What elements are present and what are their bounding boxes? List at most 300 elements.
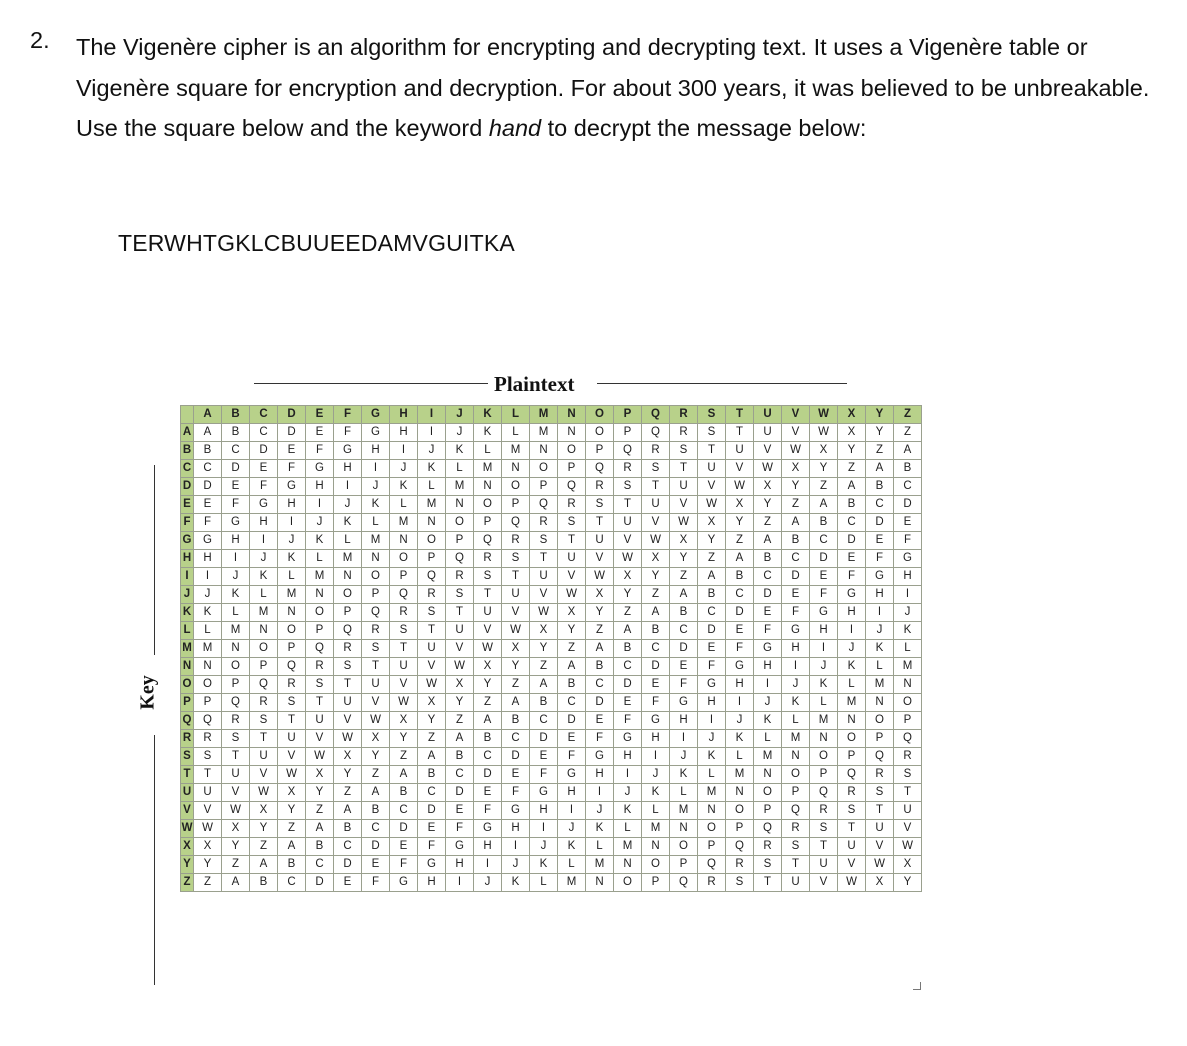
key-row (181, 784, 922, 802)
square-cell: E (698, 640, 726, 658)
square-cell: T (670, 460, 698, 478)
square-cell: P (278, 640, 306, 658)
square-cell: V (726, 460, 754, 478)
plaintext-rule-left (254, 383, 488, 384)
square-cell: O (390, 550, 418, 568)
square-cell: Q (362, 604, 390, 622)
square-cell: G (446, 838, 474, 856)
square-cell: F (334, 424, 362, 442)
square-cell: B (894, 460, 922, 478)
key-rule-bottom (154, 735, 155, 985)
square-cell: P (222, 676, 250, 694)
key-row (181, 460, 922, 478)
square-cell: U (642, 496, 670, 514)
square-cell: C (390, 802, 418, 820)
square-cell: G (754, 640, 782, 658)
square-cell: P (894, 712, 922, 730)
square-cell: B (670, 604, 698, 622)
square-cell: K (446, 442, 474, 460)
key-row (181, 820, 922, 838)
square-cell: Z (530, 658, 558, 676)
square-cell: Y (838, 442, 866, 460)
square-cell: L (558, 856, 586, 874)
square-cell: L (670, 784, 698, 802)
square-cell: C (642, 640, 670, 658)
square-cell: G (670, 694, 698, 712)
plaintext-header-cell: D (278, 406, 306, 424)
key-header-cell: L (181, 622, 194, 640)
square-cell: T (390, 640, 418, 658)
square-cell: R (642, 442, 670, 460)
square-cell: O (222, 658, 250, 676)
square-cell: R (754, 838, 782, 856)
question-text (76, 27, 1176, 149)
square-cell: L (586, 838, 614, 856)
square-cell: Y (866, 424, 894, 442)
square-cell: J (446, 424, 474, 442)
square-cell: C (670, 622, 698, 640)
square-cell: M (614, 838, 642, 856)
square-cell: G (502, 802, 530, 820)
square-cell: K (670, 766, 698, 784)
plaintext-header-cell: L (502, 406, 530, 424)
square-cell: G (530, 784, 558, 802)
square-cell: N (362, 550, 390, 568)
square-cell: Y (390, 730, 418, 748)
square-cell: L (362, 514, 390, 532)
square-cell: W (390, 694, 418, 712)
square-cell: P (614, 424, 642, 442)
square-cell: J (754, 694, 782, 712)
square-cell: P (446, 532, 474, 550)
square-cell: Y (446, 694, 474, 712)
square-cell: Z (194, 874, 222, 892)
square-cell: Y (894, 874, 922, 892)
key-header-cell: R (181, 730, 194, 748)
square-cell: C (502, 730, 530, 748)
square-cell: T (894, 784, 922, 802)
square-cell: O (782, 766, 810, 784)
square-cell: A (726, 550, 754, 568)
square-cell: G (278, 478, 306, 496)
square-cell: T (334, 676, 362, 694)
square-cell: O (474, 496, 502, 514)
square-cell: D (614, 676, 642, 694)
square-cell: Z (754, 514, 782, 532)
square-cell: T (194, 766, 222, 784)
square-cell: C (306, 856, 334, 874)
square-cell: H (670, 712, 698, 730)
square-cell: M (390, 514, 418, 532)
square-cell: S (502, 550, 530, 568)
square-cell: X (754, 478, 782, 496)
square-cell: W (586, 568, 614, 586)
square-cell: X (362, 730, 390, 748)
key-header-cell: W (181, 820, 194, 838)
square-cell: W (754, 460, 782, 478)
square-cell: Y (586, 604, 614, 622)
square-cell: M (334, 550, 362, 568)
square-cell: I (586, 784, 614, 802)
square-cell: X (838, 424, 866, 442)
square-cell: J (838, 640, 866, 658)
square-cell: O (194, 676, 222, 694)
square-cell: D (754, 586, 782, 604)
square-cell: K (250, 568, 278, 586)
square-cell: T (530, 550, 558, 568)
square-cell: D (278, 424, 306, 442)
square-cell: A (698, 568, 726, 586)
square-cell: Z (502, 676, 530, 694)
square-cell: A (642, 604, 670, 622)
key-header-cell: O (181, 676, 194, 694)
square-cell: R (418, 586, 446, 604)
square-cell: I (726, 694, 754, 712)
square-cell: C (894, 478, 922, 496)
square-cell: V (866, 838, 894, 856)
key-row (181, 874, 922, 892)
square-cell: A (782, 514, 810, 532)
square-cell: Q (222, 694, 250, 712)
square-cell: S (782, 838, 810, 856)
square-cell: O (614, 874, 642, 892)
square-cell: N (614, 856, 642, 874)
square-cell: M (278, 586, 306, 604)
square-cell: Q (642, 424, 670, 442)
square-cell: H (530, 802, 558, 820)
square-cell: E (418, 820, 446, 838)
square-cell: C (530, 712, 558, 730)
square-cell: M (698, 784, 726, 802)
square-cell: N (418, 514, 446, 532)
square-cell: U (894, 802, 922, 820)
plaintext-header-cell: E (306, 406, 334, 424)
square-cell: Y (474, 676, 502, 694)
square-cell: V (530, 586, 558, 604)
square-cell: U (390, 658, 418, 676)
square-cell: F (222, 496, 250, 514)
square-cell: V (782, 424, 810, 442)
key-header-cell: Z (181, 874, 194, 892)
square-cell: O (306, 604, 334, 622)
key-row (181, 496, 922, 514)
square-cell: W (670, 514, 698, 532)
square-cell: P (558, 460, 586, 478)
question-number: 2. (30, 27, 50, 53)
square-cell: V (446, 640, 474, 658)
square-cell: A (474, 712, 502, 730)
plaintext-header-cell: B (222, 406, 250, 424)
square-cell: F (474, 802, 502, 820)
square-cell: R (334, 640, 362, 658)
table-resize-handle[interactable] (913, 982, 921, 990)
square-cell: G (222, 514, 250, 532)
square-cell: Q (866, 748, 894, 766)
square-cell: T (586, 514, 614, 532)
square-cell: V (698, 478, 726, 496)
plaintext-header-cell: R (670, 406, 698, 424)
square-cell: B (614, 640, 642, 658)
square-cell: K (194, 604, 222, 622)
square-cell: R (782, 820, 810, 838)
key-header-cell: D (181, 478, 194, 496)
square-cell: N (530, 442, 558, 460)
square-cell: D (670, 640, 698, 658)
square-cell: D (250, 442, 278, 460)
square-cell: A (502, 694, 530, 712)
square-cell: K (586, 820, 614, 838)
square-cell: T (502, 568, 530, 586)
square-cell: H (782, 640, 810, 658)
key-row (181, 838, 922, 856)
square-cell: R (530, 514, 558, 532)
square-cell: M (558, 874, 586, 892)
square-cell: O (558, 442, 586, 460)
square-cell: W (558, 586, 586, 604)
plaintext-header-cell: O (586, 406, 614, 424)
square-cell: A (670, 586, 698, 604)
square-cell: X (614, 568, 642, 586)
square-cell: J (474, 874, 502, 892)
square-cell: K (474, 424, 502, 442)
square-cell: R (726, 856, 754, 874)
key-header-cell: G (181, 532, 194, 550)
square-cell: G (418, 856, 446, 874)
square-cell: D (418, 802, 446, 820)
square-cell: X (586, 586, 614, 604)
square-cell: X (446, 676, 474, 694)
square-cell: G (698, 676, 726, 694)
square-cell: D (838, 532, 866, 550)
square-cell: F (586, 730, 614, 748)
square-cell: N (334, 568, 362, 586)
square-cell: H (474, 838, 502, 856)
square-cell: T (698, 442, 726, 460)
square-cell: H (642, 730, 670, 748)
square-cell: I (838, 622, 866, 640)
square-cell: S (278, 694, 306, 712)
square-cell: O (250, 640, 278, 658)
square-cell: D (558, 712, 586, 730)
square-cell: A (390, 766, 418, 784)
square-cell: M (670, 802, 698, 820)
square-cell: A (362, 784, 390, 802)
square-cell: S (614, 478, 642, 496)
square-cell: U (866, 820, 894, 838)
square-cell: B (754, 550, 782, 568)
square-cell: W (782, 442, 810, 460)
square-cell: A (194, 424, 222, 442)
square-cell: O (418, 532, 446, 550)
square-cell: T (474, 586, 502, 604)
square-cell: Q (390, 586, 418, 604)
square-cell: D (810, 550, 838, 568)
square-cell: F (558, 748, 586, 766)
square-cell: S (754, 856, 782, 874)
square-cell: D (362, 838, 390, 856)
square-cell: O (278, 622, 306, 640)
square-cell: F (250, 478, 278, 496)
square-cell: N (754, 766, 782, 784)
plaintext-header-cell: I (418, 406, 446, 424)
square-cell: B (810, 514, 838, 532)
key-header-cell: Q (181, 712, 194, 730)
square-cell: E (754, 604, 782, 622)
square-cell: B (502, 712, 530, 730)
square-cell: U (334, 694, 362, 712)
square-cell: R (250, 694, 278, 712)
key-header-cell: M (181, 640, 194, 658)
square-cell: Y (222, 838, 250, 856)
square-cell: M (894, 658, 922, 676)
square-cell: K (838, 658, 866, 676)
square-cell: P (866, 730, 894, 748)
square-cell: M (502, 442, 530, 460)
square-cell: E (474, 784, 502, 802)
square-cell: H (754, 658, 782, 676)
square-cell: V (306, 730, 334, 748)
square-cell: O (530, 460, 558, 478)
square-cell: Z (586, 622, 614, 640)
square-cell: B (558, 676, 586, 694)
square-cell: C (866, 496, 894, 514)
square-cell: W (726, 478, 754, 496)
square-cell: B (782, 532, 810, 550)
square-cell: Z (782, 496, 810, 514)
square-cell: M (222, 622, 250, 640)
square-cell: Q (810, 784, 838, 802)
square-cell: D (642, 658, 670, 676)
key-header-cell: J (181, 586, 194, 604)
square-cell: E (670, 658, 698, 676)
square-cell: M (810, 712, 838, 730)
square-cell: K (614, 802, 642, 820)
square-cell: I (642, 748, 670, 766)
square-cell: V (278, 748, 306, 766)
square-cell: Q (698, 856, 726, 874)
square-cell: I (614, 766, 642, 784)
key-header-cell: I (181, 568, 194, 586)
square-cell: E (838, 550, 866, 568)
key-row (181, 694, 922, 712)
square-cell: B (726, 568, 754, 586)
square-cell: Q (558, 478, 586, 496)
square-cell: Q (334, 622, 362, 640)
square-cell: H (838, 604, 866, 622)
square-cell: L (894, 640, 922, 658)
square-cell: I (782, 658, 810, 676)
square-cell: O (698, 820, 726, 838)
square-cell: I (362, 460, 390, 478)
square-cell: K (306, 532, 334, 550)
square-cell: Z (390, 748, 418, 766)
square-cell: K (866, 640, 894, 658)
square-cell: C (194, 460, 222, 478)
square-cell: K (642, 784, 670, 802)
square-cell: U (474, 604, 502, 622)
square-cell: P (530, 478, 558, 496)
square-cell: Y (334, 766, 362, 784)
square-cell: K (810, 676, 838, 694)
square-cell: Q (250, 676, 278, 694)
square-cell: H (614, 748, 642, 766)
square-cell: Z (474, 694, 502, 712)
square-cell: B (250, 874, 278, 892)
square-cell: H (866, 586, 894, 604)
square-cell: N (810, 730, 838, 748)
square-cell: Z (222, 856, 250, 874)
square-cell: K (894, 622, 922, 640)
square-cell: F (894, 532, 922, 550)
square-cell: F (726, 640, 754, 658)
square-cell: L (390, 496, 418, 514)
square-cell: S (194, 748, 222, 766)
square-cell: D (194, 478, 222, 496)
square-cell: A (838, 478, 866, 496)
square-cell: W (502, 622, 530, 640)
square-cell: Q (194, 712, 222, 730)
key-row (181, 514, 922, 532)
square-cell: Z (558, 640, 586, 658)
square-cell: R (222, 712, 250, 730)
square-cell: N (446, 496, 474, 514)
square-cell: X (334, 748, 362, 766)
square-cell: A (418, 748, 446, 766)
square-cell: H (558, 784, 586, 802)
square-cell: W (306, 748, 334, 766)
square-cell: V (390, 676, 418, 694)
square-cell: J (782, 676, 810, 694)
square-cell: A (278, 838, 306, 856)
square-cell: Y (418, 712, 446, 730)
square-cell: C (222, 442, 250, 460)
square-cell: Z (642, 586, 670, 604)
square-cell: Y (278, 802, 306, 820)
square-cell: G (726, 658, 754, 676)
square-cell: L (446, 460, 474, 478)
square-cell: W (278, 766, 306, 784)
square-cell: E (446, 802, 474, 820)
square-cell: M (754, 748, 782, 766)
square-cell: Z (306, 802, 334, 820)
square-cell: E (726, 622, 754, 640)
square-cell: Y (782, 478, 810, 496)
square-cell: E (558, 730, 586, 748)
square-cell: C (362, 820, 390, 838)
square-cell: O (670, 838, 698, 856)
square-cell: X (558, 604, 586, 622)
square-cell: S (586, 496, 614, 514)
square-cell: X (306, 766, 334, 784)
key-row (181, 730, 922, 748)
key-header-cell: F (181, 514, 194, 532)
square-cell: E (194, 496, 222, 514)
square-cell: U (418, 640, 446, 658)
square-cell: T (866, 802, 894, 820)
square-cell: N (474, 478, 502, 496)
key-row (181, 640, 922, 658)
square-cell: U (278, 730, 306, 748)
key-row (181, 748, 922, 766)
square-cell: M (446, 478, 474, 496)
square-cell: C (810, 532, 838, 550)
square-cell: B (390, 784, 418, 802)
key-row (181, 712, 922, 730)
square-cell: T (418, 622, 446, 640)
square-cell: B (530, 694, 558, 712)
square-cell: A (222, 874, 250, 892)
square-cell: L (782, 712, 810, 730)
